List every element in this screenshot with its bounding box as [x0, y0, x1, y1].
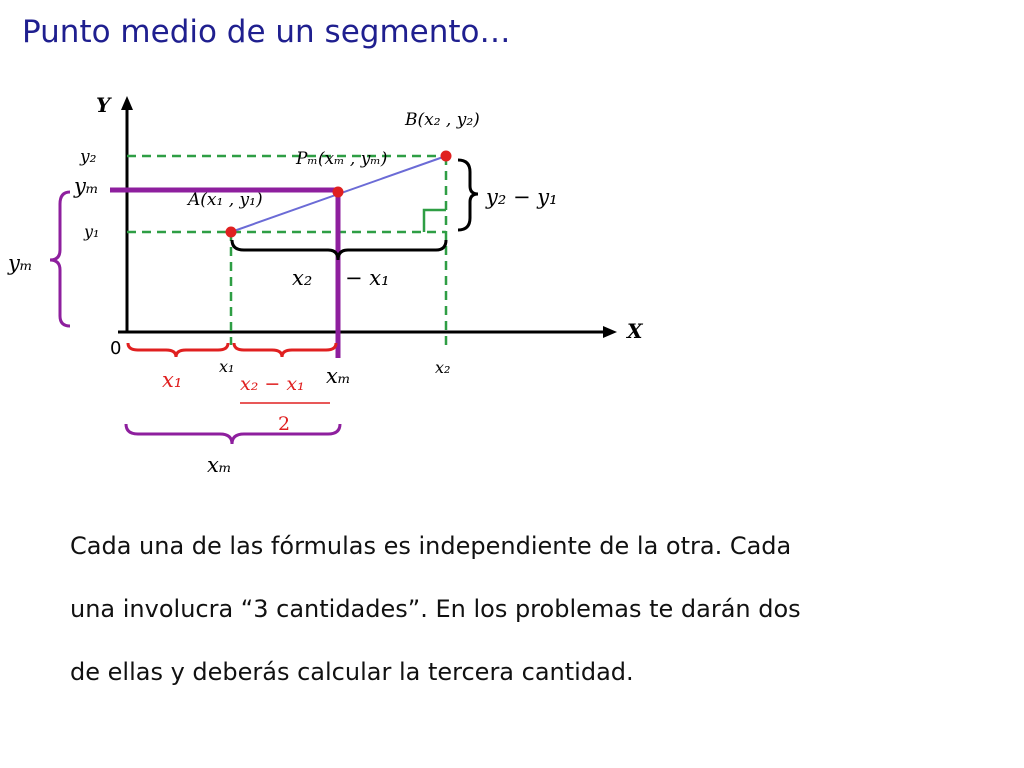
explanation-paragraph — [70, 515, 970, 704]
brace-dx-label-a: x₂ — [292, 266, 313, 290]
origin-label: 0 — [110, 338, 122, 359]
brace-xm — [126, 424, 340, 444]
brace-x1 — [128, 343, 228, 357]
point-a-label: A(x₁ , y₁) — [188, 190, 263, 210]
point-m-dot — [333, 187, 344, 198]
y-axis-arrow — [121, 96, 133, 110]
page-title: Punto medio de un segmento… — [22, 14, 511, 50]
brace-dy-label: y₂ − y₁ — [486, 185, 558, 209]
point-b-label: B(x₂ , y₂) — [405, 110, 480, 130]
brace-x1-label: x₁ — [162, 368, 183, 392]
brace-half-denominator: 2 — [278, 413, 291, 435]
point-b-dot — [441, 151, 452, 162]
brace-dy — [458, 160, 478, 230]
tick-x1: x₁ — [219, 357, 235, 376]
y-axis-label: Y — [96, 93, 111, 117]
point-a-dot — [226, 227, 237, 238]
paragraph-line: Cada una de las fórmulas es independiente de la otra. Cada — [70, 532, 792, 560]
brace-half-numerator: x₂ − x₁ — [240, 373, 305, 395]
tick-ym: yₘ — [74, 174, 99, 198]
point-m-label: Pₘ(xₘ , yₘ) — [296, 149, 388, 169]
x-axis-label: X — [627, 319, 643, 343]
tick-y2: y₂ — [80, 147, 97, 167]
right-angle-mark — [424, 210, 446, 232]
brace-dx-label-b: − x₁ — [345, 266, 390, 290]
tick-x2: x₂ — [435, 358, 451, 377]
brace-half — [234, 343, 336, 357]
brace-ym-label: yₘ — [8, 251, 33, 275]
paragraph-line: una involucra “3 cantidades”. En los problemas te darán dos — [70, 595, 801, 623]
tick-y1: y₁ — [84, 222, 100, 241]
tick-xm: xₘ — [326, 364, 351, 388]
brace-ym — [50, 192, 70, 326]
paragraph-line: de ellas y deberás calcular la tercera cantidad. — [70, 658, 634, 686]
brace-xm-label: xₘ — [207, 453, 232, 477]
x-axis-arrow — [603, 326, 617, 338]
